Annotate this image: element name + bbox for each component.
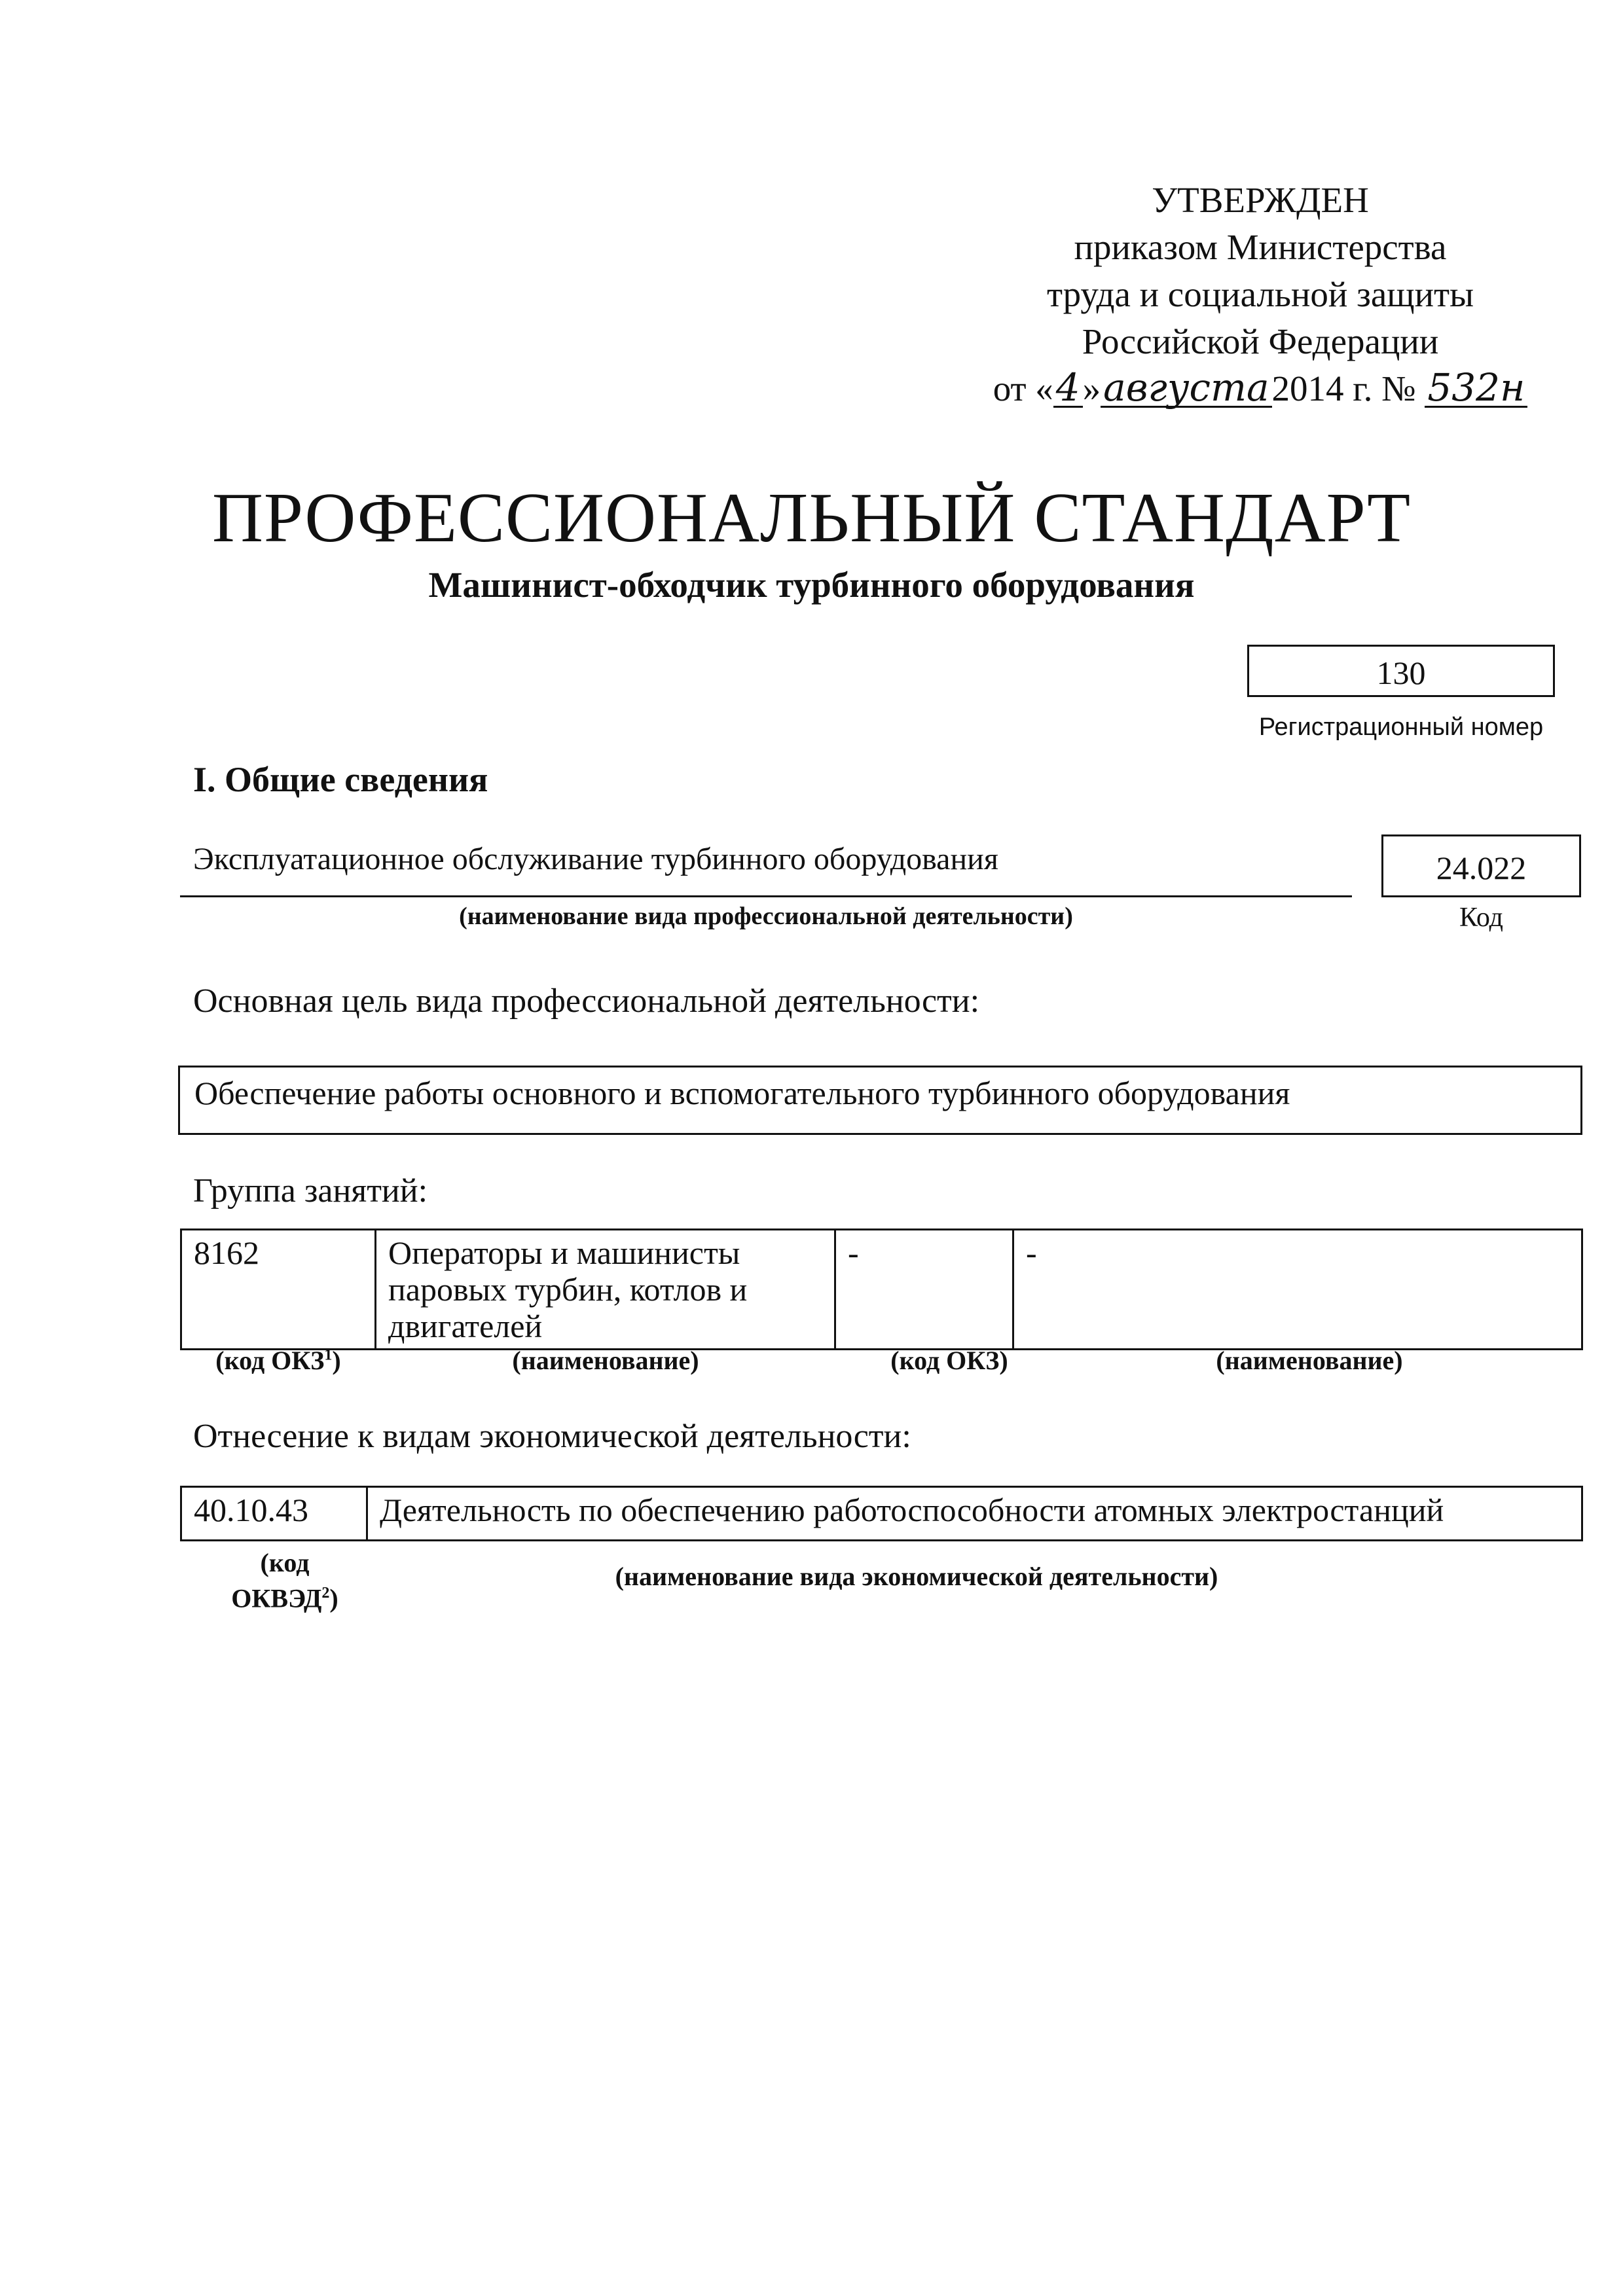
date-mid: » — [1082, 368, 1101, 408]
caption-okz-code-end: ) — [332, 1346, 341, 1375]
activity-code-box: 24.022 — [1381, 834, 1581, 897]
caption-okved-end: ) — [329, 1583, 338, 1613]
section-title: I. Общие сведения — [193, 760, 488, 799]
activity-code-label: Код — [1459, 903, 1504, 933]
caption-okz-name2: (наименование) — [1216, 1346, 1403, 1375]
date-month: августа — [1101, 369, 1271, 408]
date-year: 2014 г. № — [1271, 368, 1416, 408]
caption-okz-code-text: (код ОКЗ — [215, 1346, 325, 1375]
approval-order: приказом Министерства — [1074, 227, 1447, 267]
caption-okved-name: (наименование вида экономической деятельности) — [615, 1562, 1218, 1591]
approval-title: УТВЕРЖДЕН — [1152, 180, 1369, 220]
approval-block — [982, 177, 1539, 412]
approval-country: Российской Федерации — [1082, 321, 1439, 361]
caption-okved-line1: (код — [260, 1548, 310, 1577]
table-row — [181, 1487, 1582, 1541]
economic-activity-table — [180, 1486, 1583, 1541]
okz-code-cell: 8162 — [181, 1230, 376, 1350]
activity-caption: (наименование вида профессиональной деятельности) — [459, 903, 1073, 930]
activity-name: Эксплуатационное обслуживание турбинного оборудования — [193, 842, 998, 876]
okz-code2-cell: - — [835, 1230, 1013, 1350]
footnote-2: 2 — [321, 1585, 330, 1602]
okved-code-cell: 40.10.43 — [181, 1487, 367, 1541]
economic-activity-label: Отнесение к видам экономической деятельности: — [193, 1418, 911, 1455]
goal-label: Основная цель вида профессиональной деятельности: — [193, 982, 980, 1020]
occupation-group-label: Группа занятий: — [193, 1172, 428, 1210]
okved-name-cell: Деятельность по обеспечению работоспособности атомных электростанций — [367, 1487, 1582, 1541]
footnote-1: 1 — [324, 1346, 333, 1364]
date-day: 4 — [1053, 369, 1083, 408]
occupation-group-table — [180, 1229, 1583, 1350]
caption-okz-name: (наименование) — [512, 1346, 699, 1375]
approval-ministry: труда и социальной защиты — [1046, 274, 1474, 314]
okz-name-cell: Операторы и машинисты паровых турбин, котлов и двигателей — [376, 1230, 835, 1350]
goal-box: Обеспечение работы основного и вспомогательного турбинного оборудования — [178, 1066, 1582, 1135]
caption-okz-code — [180, 1345, 376, 1376]
caption-okz-code2: (код ОКЗ) — [890, 1346, 1008, 1375]
activity-underline — [180, 895, 1352, 897]
page-title: ПРОФЕССИОНАЛЬНЫЙ СТАНДАРТ — [211, 479, 1412, 557]
table-row — [181, 1230, 1582, 1350]
caption-okved-line2: ОКВЭД — [231, 1583, 322, 1613]
page-subtitle: Машинист-обходчик турбинного оборудования — [428, 565, 1195, 605]
registration-number-box: 130 — [1247, 645, 1555, 697]
caption-okved-code — [180, 1548, 390, 1613]
date-prefix: от « — [993, 368, 1053, 408]
order-number: 532н — [1425, 369, 1527, 408]
approval-date-line — [982, 365, 1539, 412]
registration-number-label: Регистрационный номер — [1258, 713, 1544, 741]
okz-name2-cell: - — [1013, 1230, 1582, 1350]
